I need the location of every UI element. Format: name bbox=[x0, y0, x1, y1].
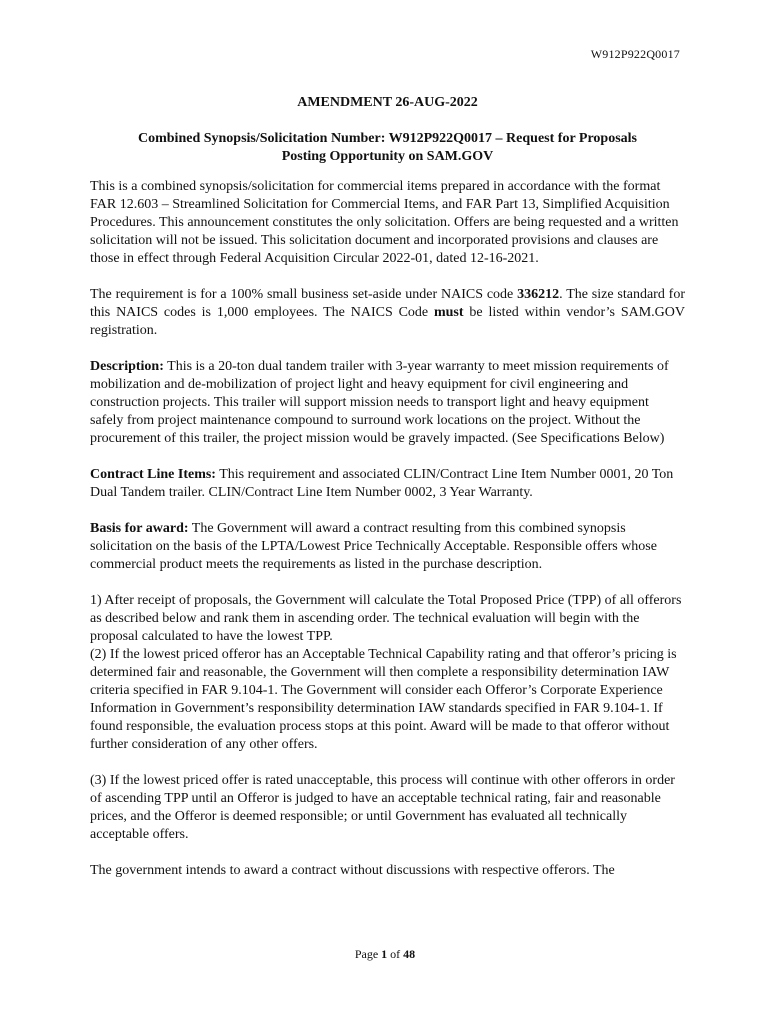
evaluation-step-3: (3) If the lowest priced offer is rated unacceptable, this process will continue with other offerors in order of ascending TPP until an Offeror is judged to have an acceptable technical rating, fair and reasonable prices, and the Offeror is deemed responsible; or until Government has evaluated all technically acceptable offers. bbox=[90, 773, 675, 842]
description-text: This is a 20-ton dual tandem trailer with 3-year warranty to meet mission requirements of mobilization and de-mobilization of project light and heavy equipment for civil engineering and construction projects. This trailer will support mission needs to transport light and heavy equipment safely from project maintenance compound to surround work locations on the project. Without the procurement of this trailer, the project mission would be gravely impacted. (See Specifications Below) bbox=[90, 359, 669, 446]
solicitation-subtitle bbox=[90, 130, 685, 166]
evaluation-step-1: 1) After receipt of proposals, the Government will calculate the Total Proposed Price (TPP) of all offerors as described below and rank them in ascending order. The technical evaluation will begin with the proposal calculated to have the lowest TPP. bbox=[90, 593, 682, 644]
naics-code: 336212 bbox=[517, 287, 560, 302]
must-emphasis: must bbox=[433, 305, 464, 320]
basis-label: Basis for award: bbox=[90, 521, 189, 536]
of-word: of bbox=[387, 947, 404, 961]
requirement-text-1: The requirement is for a 100% small business set-aside under NAICS code bbox=[90, 287, 518, 302]
evaluation-step-2: (2) If the lowest priced offeror has an Acceptable Technical Capability rating and that offeror’s pricing is determined fair and reasonable, the Government will then complete a responsibility determination IAW criteria specified in FAR 9.104-1. The Government will consider each Offeror’s Corporate Experience Information in Government’s responsibility determination IAW standards specified in FAR 9.104-1. If found responsible, the evaluation process stops at this point. Award will be made to that offeror without further consideration of any other offers. bbox=[90, 647, 677, 752]
clin-text: This requirement and associated CLIN/Contract Line Item Number 0001, 20 Ton Dual Tandem trailer. CLIN/Contract Line Item Number 0002, 3 Year Warranty. bbox=[90, 467, 674, 500]
intro-paragraph: This is a combined synopsis/solicitation for commercial items prepared in accordance with the format FAR 12.603 – Streamlined Solicitation for Commercial Items, and FAR Part 13, Simplified Acquisition Procedures. This announcement constitutes the only solicitation. Offers are being requested and a written solicitation will not be issued. This solicitation document and incorporated provisions and clauses are those in effect through Federal Acquisition Circular 2022-01, dated 12-16-2021. bbox=[90, 179, 679, 266]
description-label: Description: bbox=[90, 359, 164, 374]
total-pages-number: 48 bbox=[403, 947, 416, 961]
requirement-paragraph bbox=[90, 286, 685, 340]
document-body bbox=[90, 94, 685, 898]
subtitle-line-1: Combined Synopsis/Solicitation Number: W912P922Q0017 – Request for Proposals bbox=[138, 131, 637, 146]
description-paragraph bbox=[90, 358, 685, 448]
requirement-text-2: . The size standard for this NAICS codes is 1,000 employees. The NAICS Code bbox=[90, 287, 686, 320]
basis-text: The Government will award a contract resulting from this combined synopsis solicitation on the basis of the LPTA/Lowest Price Technically Acceptable. Responsible offers whose commercial product meets the requirements as listed in the purchase description. bbox=[90, 521, 657, 572]
amendment-title: AMENDMENT 26-AUG-2022 bbox=[297, 95, 478, 110]
requirement-text-3: be listed within vendor’s SAM.GOV registration. bbox=[90, 305, 685, 338]
page-footer bbox=[0, 947, 770, 962]
page-word: Page bbox=[354, 947, 382, 961]
closing-paragraph: The government intends to award a contract without discussions with respective offerors. The bbox=[90, 863, 615, 878]
current-page-number: 1 bbox=[381, 947, 388, 961]
basis-paragraph bbox=[90, 520, 685, 574]
clin-paragraph bbox=[90, 466, 685, 502]
clin-label: Contract Line Items: bbox=[90, 467, 216, 482]
document-id-header: W912P922Q0017 bbox=[590, 47, 680, 61]
subtitle-line-2: Posting Opportunity on SAM.GOV bbox=[281, 149, 494, 164]
